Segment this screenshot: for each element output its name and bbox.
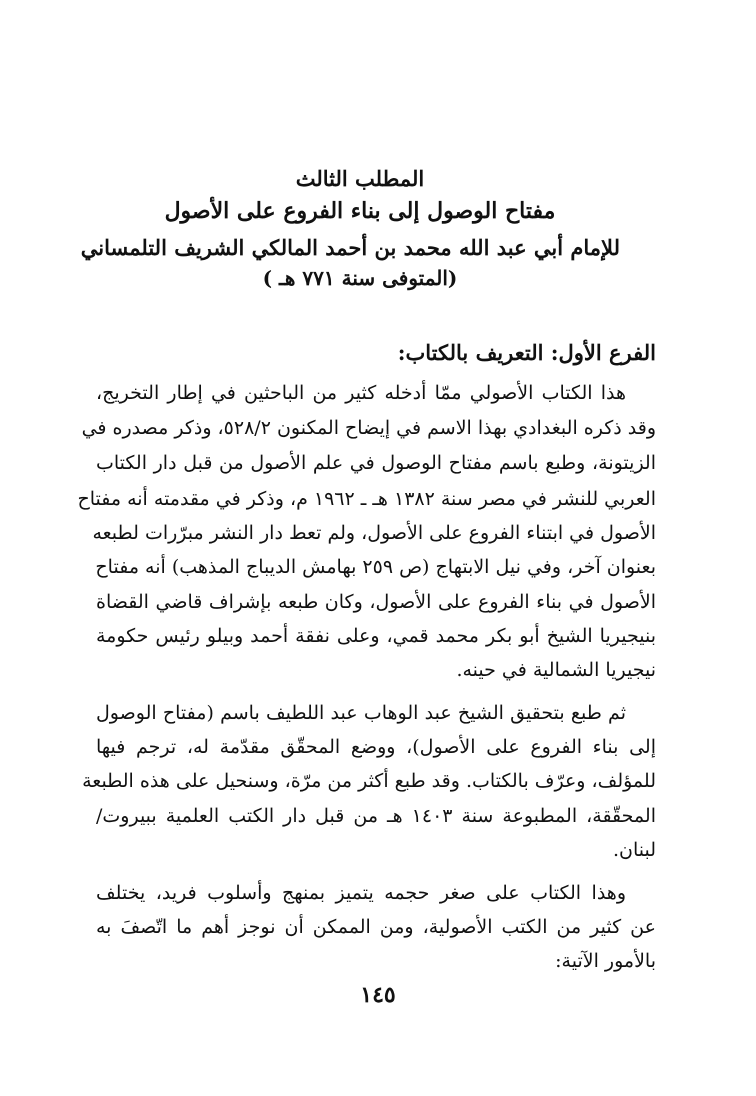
paragraph-line: للمؤلف، وعرّف بالكتاب. وقد طبع أكثر من مرّة، وسنحيل على هذه الطبعة — [82, 770, 656, 792]
paragraph-line: بعنوان آخر، وفي نيل الابتهاج (ص ٢٥٩ بهامش الديباج المذهب) أنه مفتاح — [95, 556, 656, 578]
subsection-title: الفرع الأول: التعريف بالكتاب: — [397, 340, 656, 365]
paragraph-line: نيجيريا الشمالية في حينه. — [456, 659, 656, 681]
paragraph-line: المحقّقة، المطبوعة سنة ١٤٠٣ هـ من قبل دار الكتب العلمية ببيروت/ — [96, 805, 656, 827]
paragraph-line: ثم طبع بتحقيق الشيخ عبد الوهاب عبد اللطيف باسم (مفتاح الوصول — [96, 702, 626, 724]
paragraph-line: لبنان. — [612, 839, 656, 861]
paragraph-line: الأصول في ابتناء الفروع على الأصول، ولم تعط دار النشر مبرّرات لطبعه — [92, 522, 656, 544]
paragraph-line: بالأمور الآتية: — [555, 950, 656, 972]
paragraph-line: وهذا الكتاب على صغر حجمه يتميز بمنهج وأسلوب فريد، يختلف — [96, 882, 626, 904]
page-number: ١٤٥ — [360, 982, 396, 1008]
section-heading: المطلب الثالث — [295, 166, 425, 191]
book-title: مفتاح الوصول إلى بناء الفروع على الأصول — [164, 198, 556, 224]
paragraph-line: هذا الكتاب الأصولي ممّا أدخله كثير من الباحثين في إطار التخريج، — [96, 382, 626, 404]
paragraph-line: بنيجيريا الشيخ أبو بكر محمد قمي، وعلى نفقة أحمد وبيلو رئيس حكومة — [96, 625, 656, 647]
paragraph-line: العربي للنشر في مصر سنة ١٣٨٢ هـ ـ ١٩٦٢ م، وذكر في مقدمته أنه مفتاح — [77, 488, 656, 510]
paragraph-line: الزيتونة، وطبع باسم مفتاح الوصول في علم الأصول من قبل دار الكتاب — [96, 452, 656, 474]
author-line: للإمام أبي عبد الله محمد بن أحمد المالكي الشريف التلمساني — [80, 235, 620, 260]
paragraph-line: إلى بناء الفروع على الأصول)، ووضع المحقّق مقدّمة له، ترجم فيها — [96, 736, 656, 758]
paragraph-line: الأصول في بناء الفروع على الأصول، وكان طبعه بإشراف قاضي القضاة — [96, 591, 656, 613]
paragraph-line: عن كثير من الكتب الأصولية، ومن الممكن أن نوجز أهم ما اتّصفَ به — [96, 916, 656, 938]
paragraph-line: وقد ذكره البغدادي بهذا الاسم في إيضاح المكنون ٥٢٨/٢، وذكر مصدره في — [81, 417, 656, 439]
death-date: (المتوفى سنة ٧٧١ هـ ) — [262, 266, 458, 290]
